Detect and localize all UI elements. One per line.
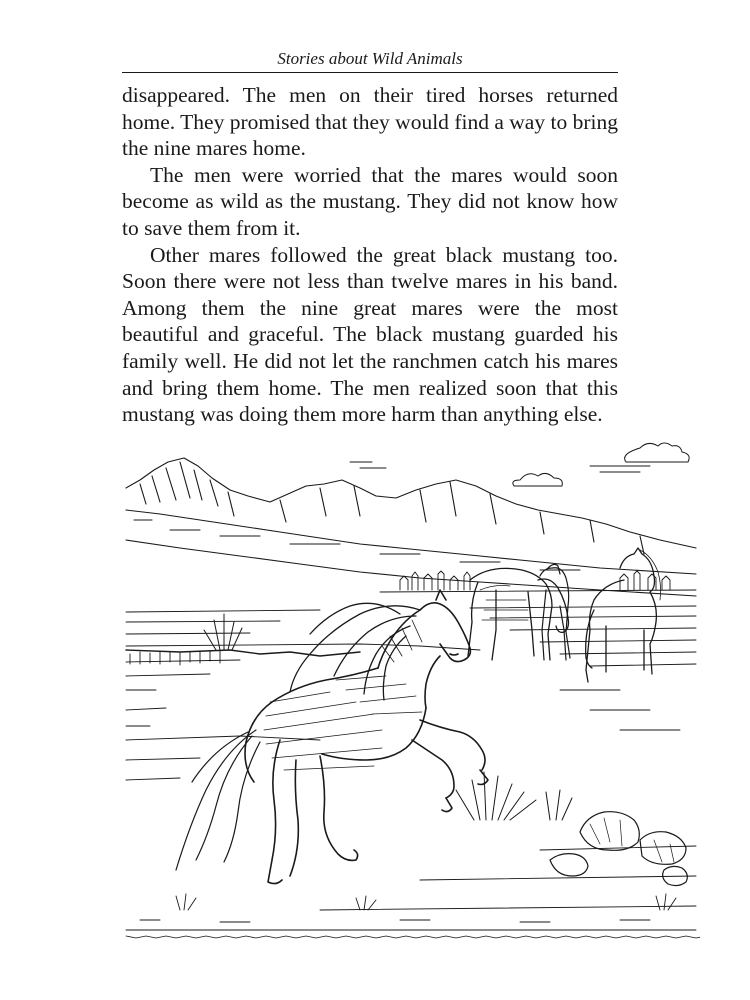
clouds: [350, 443, 689, 486]
far-trees: [380, 571, 696, 592]
paragraph-1: disappeared. The men on their tired horses returned home. They promised that they would find a way to bring the nine mares home.: [122, 83, 618, 161]
ground: [126, 690, 696, 930]
illustration-svg: [120, 440, 700, 945]
mountains: [126, 458, 696, 596]
body-text: [122, 82, 618, 428]
mustang-illustration: [120, 440, 700, 945]
rocks: [550, 812, 687, 886]
header-rule: [122, 72, 618, 73]
paragraph-3: Other mares followed the great black mustang too. Soon there were not less than twelve mares in his band. Among them the nine great mares were the most beautiful and graceful. The black mustang guarded his family well. He did not let the ranchmen catch his mares and bring them home. The men realized soon that this mustang was doing them more harm than anything else.: [122, 242, 618, 427]
running-header: Stories about Wild Animals: [277, 49, 463, 68]
illustration-edge: [126, 936, 700, 938]
paragraph-2: The men were worried that the mares would soon become as wild as the mustang. They did not know how to save them from it.: [122, 162, 618, 240]
grass: [140, 894, 676, 922]
